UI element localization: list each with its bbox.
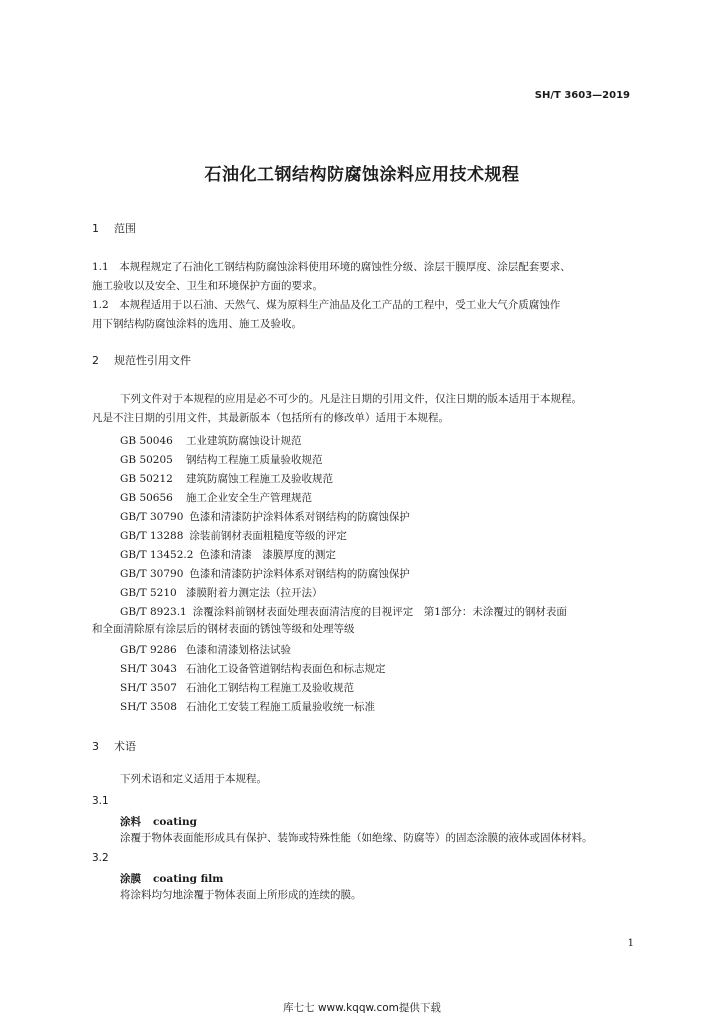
- section-2-heading: [92, 352, 191, 368]
- download-footer: 库七七 www.kqqw.com提供下载: [283, 1002, 441, 1014]
- section-title: 规范性引用文件: [114, 354, 191, 367]
- standard-code: SH/T 3603—2019: [534, 90, 630, 101]
- reference-item: GB 50205 钢结构工程施工质量验收规范: [120, 454, 323, 466]
- section-2-intro: 凡是不注日期的引用文件，其最新版本（包括所有的修改单）适用于本规程。: [92, 412, 449, 424]
- term-definition: 将涂料均匀地涂覆于物体表面上所形成的连续的膜。: [120, 889, 362, 901]
- reference-item: SH/T 3507 石油化工钢结构工程施工及验收规范: [120, 682, 354, 694]
- reference-item: GB 50212 建筑防腐蚀工程施工及验收规范: [120, 473, 333, 485]
- section-number: 2: [92, 354, 99, 367]
- reference-item: GB/T 13288 涂装前钢材表面粗糙度等级的评定: [120, 530, 347, 542]
- reference-item: GB/T 30790 色漆和清漆防护涂料体系对钢结构的防腐蚀保护: [120, 511, 410, 523]
- reference-item: GB 50656 施工企业安全生产管理规范: [120, 492, 312, 504]
- reference-item: GB/T 30790 色漆和清漆防护涂料体系对钢结构的防腐蚀保护: [120, 568, 410, 580]
- document-title: 石油化工钢结构防腐蚀涂料应用技术规程: [204, 165, 520, 185]
- section-1-line: 施工验收以及安全、卫生和环境保护方面的要求。: [92, 280, 323, 292]
- reference-item: GB/T 5210 漆膜附着力测定法（拉开法）: [120, 587, 323, 599]
- term-number: 3.2: [92, 852, 109, 864]
- term-name: 涂料 coating: [120, 816, 198, 828]
- section-1-line: 1.1 本规程规定了石油化工钢结构防腐蚀涂料使用环境的腐蚀性分级、涂层干膜厚度、涂层配套要求、: [92, 261, 571, 273]
- reference-item: GB/T 9286 色漆和清漆划格法试验: [120, 644, 291, 656]
- term-name: 涂膜 coating film: [120, 873, 224, 885]
- section-title: 术语: [114, 740, 136, 753]
- page-number: 1: [627, 938, 634, 949]
- reference-item: SH/T 3043 石油化工设备管道钢结构表面色和标志规定: [120, 663, 386, 675]
- section-1-line: 用下钢结构防腐蚀涂料的选用、施工及验收。: [92, 318, 302, 330]
- term-number: 3.1: [92, 795, 109, 807]
- reference-item: GB/T 13452.2 色漆和清漆 漆膜厚度的测定: [120, 549, 336, 561]
- reference-item: GB 50046 工业建筑防腐蚀设计规范: [120, 435, 302, 447]
- term-definition: 涂覆于物体表面能形成具有保护、装饰或特殊性能（如绝缘、防腐等）的固态涂膜的液体或固体材料。: [120, 832, 593, 844]
- reference-continuation: 和全面清除原有涂层后的钢材表面的锈蚀等级和处理等级: [92, 623, 355, 635]
- section-3-intro: 下列术语和定义适用于本规程。: [120, 773, 267, 785]
- section-1-heading: [92, 220, 136, 236]
- reference-item: SH/T 3508 石油化工安装工程施工质量验收统一标准: [120, 701, 375, 713]
- section-number: 3: [92, 740, 99, 753]
- section-3-heading: [92, 738, 136, 754]
- section-number: 1: [92, 222, 99, 235]
- reference-item: GB/T 8923.1 涂覆涂料前钢材表面处理表面清洁度的目视评定 第1部分：未涂覆过的钢材表面: [120, 606, 567, 618]
- section-title: 范围: [114, 222, 136, 235]
- section-2-intro: 下列文件对于本规程的应用是必不可少的。凡是注日期的引用文件，仅注日期的版本适用于本规程。: [120, 393, 582, 405]
- section-1-line: 1.2 本规程适用于以石油、天然气、煤为原料生产油品及化工产品的工程中，受工业大气介质腐蚀作: [92, 299, 561, 311]
